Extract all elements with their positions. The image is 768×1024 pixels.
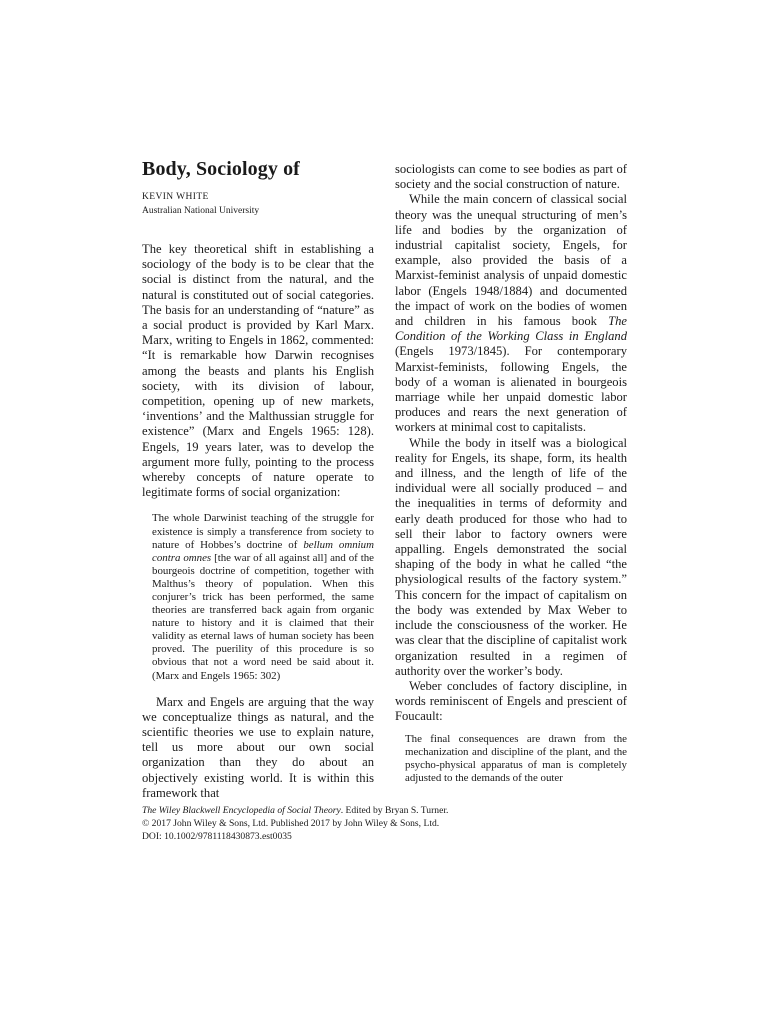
author-name: KEVIN WHITE xyxy=(142,192,209,202)
block-quote-engels xyxy=(152,512,374,682)
block-quote-weber: The final consequences are drawn from the mechanization and discipline of the plant, and the psycho-physical apparatus of man is completely adjusted to the demands of the outer xyxy=(405,732,627,784)
left-paragraph-1: The key theoretical shift in establishing a sociology of the body is to be clear that the social is distinct from the natural, and the natural is constituted out of social categories. The basis for an understanding of “nature” as a social product is provided by Karl Marx. Marx, writing to Engels in 1862, commented: “It is remarkable how Darwin recognises among the beasts and plants his English society, with its division of labour, competition, opening up of new markets, ‘inventions’ and the Malthussian struggle for existence” (Marx and Engels 1965: 128). Engels, 19 years later, was to develop the argument more fully, pointing to the process whereby concepts of nature operate to legitimate forms of social organization: xyxy=(142,242,374,500)
right-paragraph-3: While the body in itself was a biological reality for Engels, its shape, form, its health and illness, and the length of life of the individual were all socially produced – and the inequalities in terms of deformity and early death produced for those who had to sell their labor to factory owners were appalling. Engels demonstrated the social shaping of the body in what he called “the physiological results of the factory system.” This concern for the impact of capitalism on the body was extended by Max Weber to include the consciousness of the worker. He was clear that the discipline of capitalist work organization resulted in a regimen of authority over the worker’s body. xyxy=(395,435,627,678)
article-title: Body, Sociology of xyxy=(142,158,300,180)
quote-italic: bellum omnium contra omnes xyxy=(152,538,374,564)
quote-text-a: The whole Darwinist teaching of the struggle for existence is simply a transference from society to nature of Hobbes’s doctrine of xyxy=(152,512,374,551)
author-affiliation: Australian National University xyxy=(142,206,260,216)
citation-footer xyxy=(142,804,448,843)
book-title-italic: The Condition of the Working Class in England xyxy=(395,314,627,344)
footer-doi: DOI: 10.1002/9781118430873.est0035 xyxy=(142,831,292,842)
right-paragraph-1: sociologists can come to see bodies as part of society and the social construction of nature. xyxy=(395,162,627,192)
left-column xyxy=(142,242,374,801)
left-paragraph-2: Marx and Engels are arguing that the way we conceptualize things as natural, and the scientific theories we use to explain nature, tell us more about our own social organization than they do about an objectively existing world. It is within this framework that xyxy=(142,694,374,800)
right-para2-text-b: (Engels 1973/1845). For contemporary Marxist-feminists, following Engels, the body of a woman is alienated in bourgeois marriage while her unpaid domestic labor produces and rears the next generation of workers at minimal cost to capitalists. xyxy=(395,344,627,435)
footer-line-1 xyxy=(142,804,448,817)
right-column xyxy=(395,162,627,785)
footer-copyright: © 2017 John Wiley & Sons, Ltd. Published 2017 by John Wiley & Sons, Ltd. xyxy=(142,818,440,829)
right-para2-text-a: While the main concern of classical social theory was the unequal structuring of men’s life and bodies by the organization of industrial capitalist society, Engels, for example, also provided the basis of a Marxist-feminist analysis of unpaid domestic labor (Engels 1948/1884) and documented the impact of work on the bodies of women and children in his famous book xyxy=(395,192,627,329)
right-paragraph-2 xyxy=(395,192,627,435)
quote-text-b: [the war of all against all] and of the bourgeois doctrine of competition, together with Malthus’s theory of population. When this conjurer’s trick has been performed, the same theories are transferred back again from organic nature to history and it is claimed that their validity as eternal laws of human society has been proved. The puerility of this procedure is so obvious that not a word need be said about it. (Marx and Engels 1965: 302) xyxy=(152,551,374,682)
footer-editor: . Edited by Bryan S. Turner. xyxy=(340,805,449,816)
right-paragraph-4: Weber concludes of factory discipline, in words reminiscent of Engels and prescient of Foucault: xyxy=(395,678,627,724)
encyclopedia-title: The Wiley Blackwell Encyclopedia of Social Theory xyxy=(142,805,341,816)
